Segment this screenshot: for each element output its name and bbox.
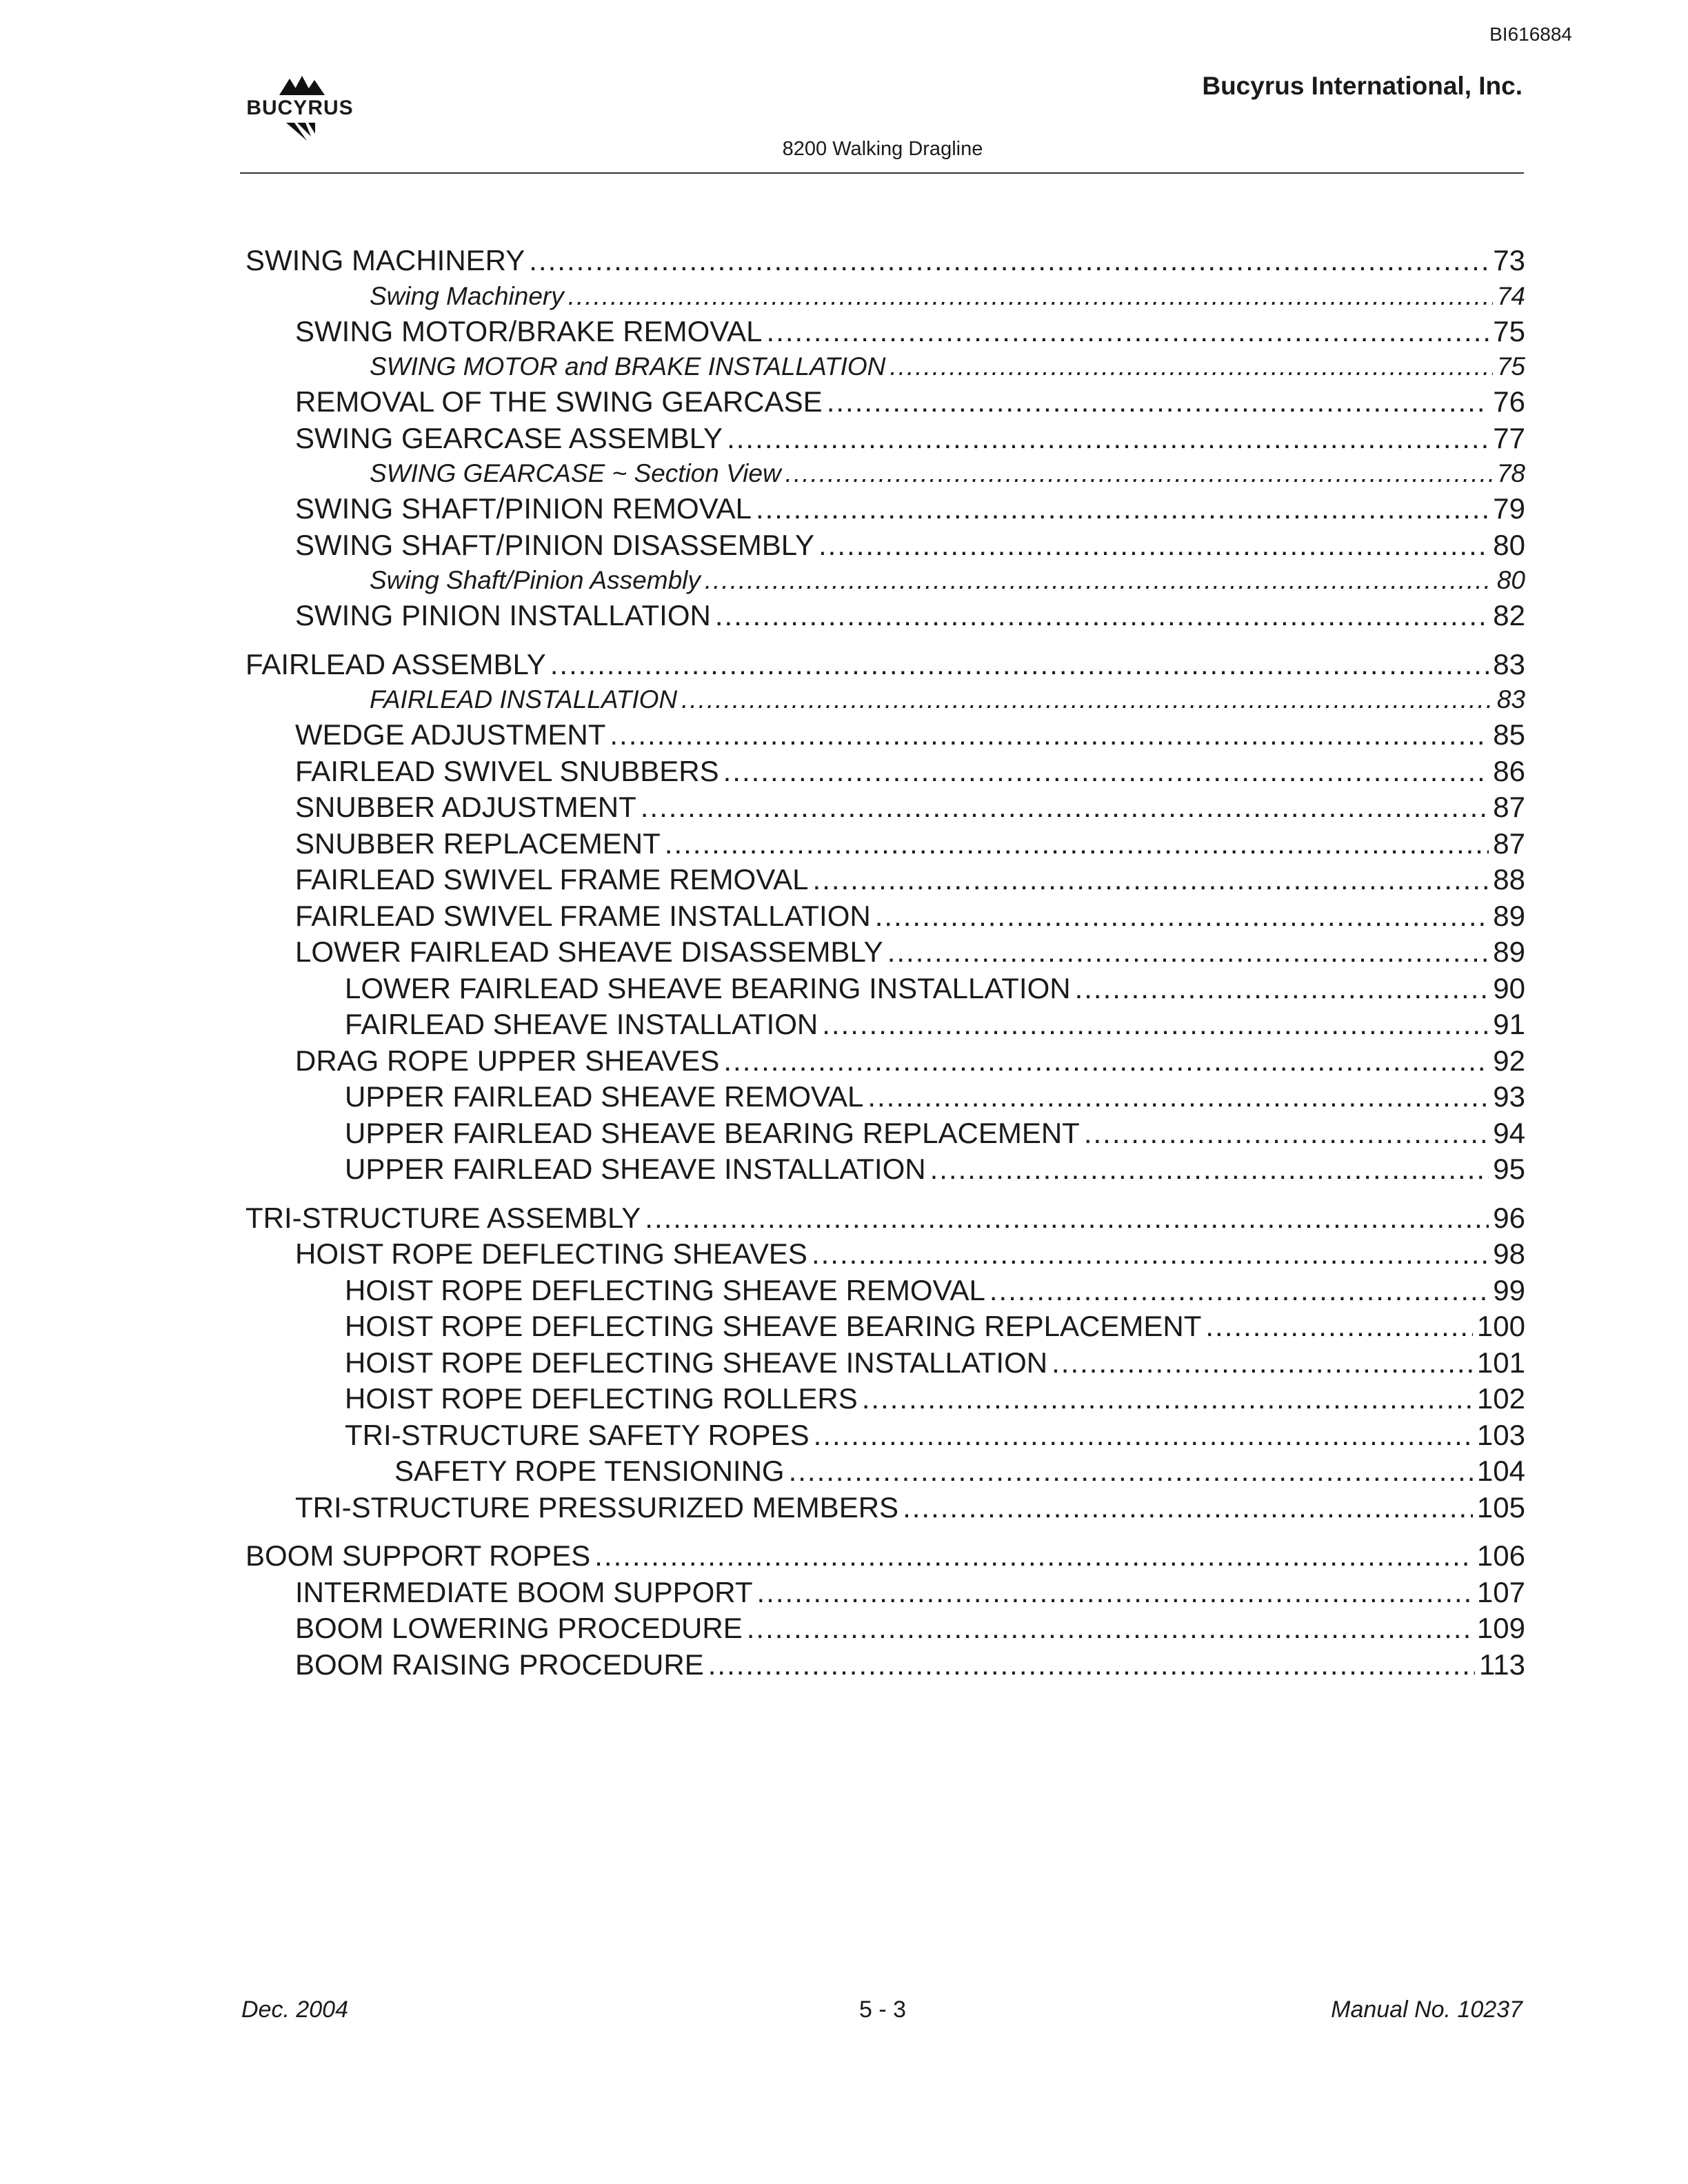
toc-entry[interactable] [245,934,1525,971]
toc-entry[interactable] [245,563,1525,598]
toc-entry[interactable] [245,1490,1525,1526]
toc-entry[interactable] [245,1115,1525,1152]
toc-entry[interactable] [245,1079,1525,1115]
toc-dot-leader [708,1647,1475,1684]
toc-entry-title: FAIRLEAD SHEAVE INSTALLATION [345,1008,818,1040]
toc-entry-page: 105 [1476,1490,1525,1524]
toc-entry[interactable] [245,862,1525,898]
toc-entry[interactable] [245,717,1525,754]
toc-dot-leader [767,314,1489,350]
toc-entry[interactable] [245,1417,1525,1454]
toc-dot-leader [665,826,1489,862]
toc-entry[interactable] [245,598,1525,634]
toc-entry[interactable] [245,350,1525,384]
toc-entry-title: SAFETY ROPE TENSIONING [394,1455,785,1487]
toc-entry-title: SNUBBER ADJUSTMENT [295,791,636,823]
toc-entry-page: 87 [1493,791,1525,823]
toc-entry-page: 98 [1493,1237,1525,1270]
toc-entry-title: LOWER FAIRLEAD SHEAVE DISASSEMBLY [295,936,883,968]
toc-entry-title: TRI-STRUCTURE SAFETY ROPES [345,1418,810,1451]
toc-entry[interactable] [245,1647,1525,1684]
toc-entry-page: 76 [1493,385,1525,418]
toc-dot-leader [723,1043,1489,1080]
toc-entry-title: REMOVAL OF THE SWING GEARCASE [295,385,823,418]
toc-entry-page: 95 [1493,1153,1525,1185]
toc-entry[interactable] [245,789,1525,826]
toc-entry-page: 100 [1476,1310,1525,1342]
toc-entry-title: HOIST ROPE DEFLECTING SHEAVE INSTALLATION [345,1346,1048,1379]
toc-entry-title: Swing Shaft/Pinion Assembly [370,566,701,594]
toc-entry[interactable] [245,1381,1525,1417]
toc-entry[interactable] [245,1151,1525,1188]
toc-dot-leader [1205,1308,1473,1345]
toc-entry-title: SWING GEARCASE ~ Section View [370,459,781,487]
toc-entry-page: 79 [1493,492,1525,525]
toc-dot-leader [818,527,1489,564]
toc-dot-leader [875,898,1489,935]
toc-entry-title: BOOM RAISING PROCEDURE [295,1648,704,1681]
toc-entry[interactable] [245,971,1525,1007]
document-id: BI616884 [1489,23,1572,45]
toc-dot-leader [757,1575,1473,1611]
toc-entry-title: FAIRLEAD SWIVEL FRAME INSTALLATION [295,899,871,932]
toc-dot-leader [822,1007,1489,1043]
toc-dot-leader [989,1273,1489,1309]
toc-dot-leader [645,1200,1489,1237]
toc-entry-title: UPPER FAIRLEAD SHEAVE BEARING REPLACEMENT [345,1116,1080,1149]
toc-entry-page: 74 [1496,281,1525,310]
toc-entry-title: SWING MOTOR and BRAKE INSTALLATION [370,352,886,381]
footer-manual-number: Manual No. 10237 [1331,1996,1523,2023]
table-of-contents [245,243,1525,1683]
toc-dot-leader [903,1490,1473,1526]
toc-entry-page: 78 [1496,459,1525,487]
toc-entry-page: 106 [1476,1539,1525,1572]
toc-entry[interactable] [245,279,1525,314]
toc-entry-title: DRAG ROPE UPPER SHEAVES [295,1044,720,1077]
toc-entry-title: FAIRLEAD INSTALLATION [370,685,678,714]
company-name: Bucyrus International, Inc. [1202,72,1523,100]
toc-entry[interactable] [245,527,1525,564]
toc-entry-page: 93 [1493,1080,1525,1113]
toc-entry-page: 92 [1493,1044,1525,1077]
toc-entry-page: 80 [1496,566,1525,594]
toc-entry[interactable] [245,1273,1525,1309]
toc-entry-page: 85 [1493,718,1525,751]
toc-entry-page: 113 [1479,1648,1525,1681]
toc-entry-title: BOOM SUPPORT ROPES [245,1539,591,1572]
toc-entry-title: HOIST ROPE DEFLECTING SHEAVE REMOVAL [345,1273,985,1306]
toc-entry[interactable] [245,647,1525,683]
toc-dot-leader [747,1610,1473,1647]
toc-entry-title: FAIRLEAD SWIVEL FRAME REMOVAL [295,863,809,896]
toc-entry-page: 88 [1493,863,1525,896]
toc-entry-title: HOIST ROPE DEFLECTING SHEAVE BEARING REPLACEMENT [345,1310,1202,1342]
toc-entry[interactable] [245,243,1525,279]
toc-dot-leader [862,1381,1473,1417]
toc-dot-leader [550,647,1489,683]
toc-entry[interactable] [245,1610,1525,1647]
toc-entry[interactable] [245,491,1525,527]
logo-wordmark: BUCYRUS [246,97,354,119]
toc-entry-title: TRI-STRUCTURE ASSEMBLY [245,1201,641,1234]
toc-entry-page: 89 [1493,899,1525,932]
toc-dot-leader [594,1538,1473,1575]
toc-entry[interactable] [245,1200,1525,1237]
toc-entry-title: Swing Machinery [370,281,564,310]
toc-dot-leader [723,754,1489,790]
toc-dot-leader [705,563,1493,598]
toc-entry-page: 102 [1476,1382,1525,1415]
toc-entry-page: 83 [1493,647,1525,680]
toc-entry-page: 73 [1493,244,1525,276]
toc-dot-leader [610,717,1489,754]
toc-entry[interactable] [245,1453,1525,1490]
toc-entry-title: SWING PINION INSTALLATION [295,599,711,631]
toc-entry-title: FAIRLEAD ASSEMBLY [245,647,546,680]
toc-entry-page: 87 [1493,827,1525,860]
toc-entry-title: WEDGE ADJUSTMENT [295,718,606,751]
toc-entry-page: 101 [1476,1346,1525,1379]
toc-entry-title: SNUBBER REPLACEMENT [295,827,661,860]
toc-entry-page: 90 [1493,971,1525,1004]
toc-entry-page: 91 [1493,1008,1525,1040]
toc-entry-title: SWING GEARCASE ASSEMBLY [295,421,723,454]
toc-entry[interactable] [245,1538,1525,1575]
toc-entry-page: 104 [1476,1455,1525,1487]
toc-dot-leader [756,491,1489,527]
toc-entry[interactable] [245,754,1525,790]
toc-entry-title: HOIST ROPE DEFLECTING SHEAVES [295,1237,807,1270]
toc-dot-leader [789,1453,1473,1490]
toc-dot-leader [1084,1115,1489,1152]
toc-entry-title: BOOM LOWERING PROCEDURE [295,1612,743,1644]
toc-entry-page: 96 [1493,1201,1525,1234]
toc-entry[interactable] [245,456,1525,491]
page-subtitle: 8200 Walking Dragline [782,138,983,160]
toc-entry-page: 86 [1493,754,1525,787]
toc-entry-title: SWING SHAFT/PINION DISASSEMBLY [295,528,815,561]
toc-entry[interactable] [245,898,1525,935]
toc-dot-leader [1075,971,1489,1007]
toc-entry[interactable] [245,421,1525,457]
toc-entry-title: FAIRLEAD SWIVEL SNUBBERS [295,754,719,787]
toc-entry-title: UPPER FAIRLEAD SHEAVE INSTALLATION [345,1153,926,1185]
toc-entry-page: 99 [1493,1273,1525,1306]
toc-entry-title: TRI-STRUCTURE PRESSURIZED MEMBERS [295,1490,899,1524]
toc-entry[interactable] [245,682,1525,717]
toc-entry-page: 103 [1476,1418,1525,1451]
toc-entry-page: 94 [1493,1116,1525,1149]
toc-dot-leader [785,456,1493,491]
toc-entry[interactable] [245,314,1525,350]
toc-entry-title: SWING SHAFT/PINION REMOVAL [295,492,752,525]
toc-dot-leader [867,1079,1489,1115]
toc-dot-leader [890,350,1492,384]
toc-entry-title: UPPER FAIRLEAD SHEAVE REMOVAL [345,1080,864,1113]
toc-dot-leader [727,421,1489,457]
toc-entry[interactable] [245,1043,1525,1080]
toc-entry-page: 107 [1476,1575,1525,1608]
toc-entry-page: 77 [1493,421,1525,454]
toc-entry[interactable] [245,1236,1525,1273]
toc-dot-leader [568,279,1493,314]
toc-entry-title: HOIST ROPE DEFLECTING ROLLERS [345,1382,858,1415]
toc-dot-leader [1052,1345,1473,1382]
toc-entry-page: 89 [1493,936,1525,968]
toc-entry-page: 82 [1493,599,1525,631]
toc-dot-leader [641,789,1489,826]
toc-entry-page: 75 [1496,352,1525,381]
toc-entry-page: 80 [1493,528,1525,561]
toc-entry-title: SWING MOTOR/BRAKE REMOVAL [295,314,763,347]
header-divider [240,172,1524,174]
footer-date: Dec. 2004 [241,1996,348,2023]
toc-entry[interactable] [245,1007,1525,1043]
toc-dot-leader [813,862,1489,898]
toc-dot-leader [930,1151,1489,1188]
toc-entry[interactable] [245,384,1525,421]
toc-entry[interactable] [245,1308,1525,1345]
toc-dot-leader [827,384,1489,421]
toc-dot-leader [887,934,1489,971]
toc-dot-leader [529,243,1489,279]
footer-page-number: 5 - 3 [858,1996,907,2023]
toc-entry[interactable] [245,826,1525,862]
toc-entry-title: SWING MACHINERY [245,244,525,276]
toc-dot-leader [681,682,1493,717]
toc-dot-leader [812,1236,1489,1273]
toc-dot-leader [715,598,1489,634]
toc-entry-page: 109 [1476,1612,1525,1644]
toc-entry-title: INTERMEDIATE BOOM SUPPORT [295,1575,753,1608]
toc-entry-page: 75 [1493,314,1525,347]
toc-dot-leader [814,1417,1473,1454]
toc-entry-page: 83 [1496,685,1525,714]
toc-entry-title: LOWER FAIRLEAD SHEAVE BEARING INSTALLATION [345,971,1071,1004]
toc-entry[interactable] [245,1575,1525,1611]
toc-entry[interactable] [245,1345,1525,1382]
